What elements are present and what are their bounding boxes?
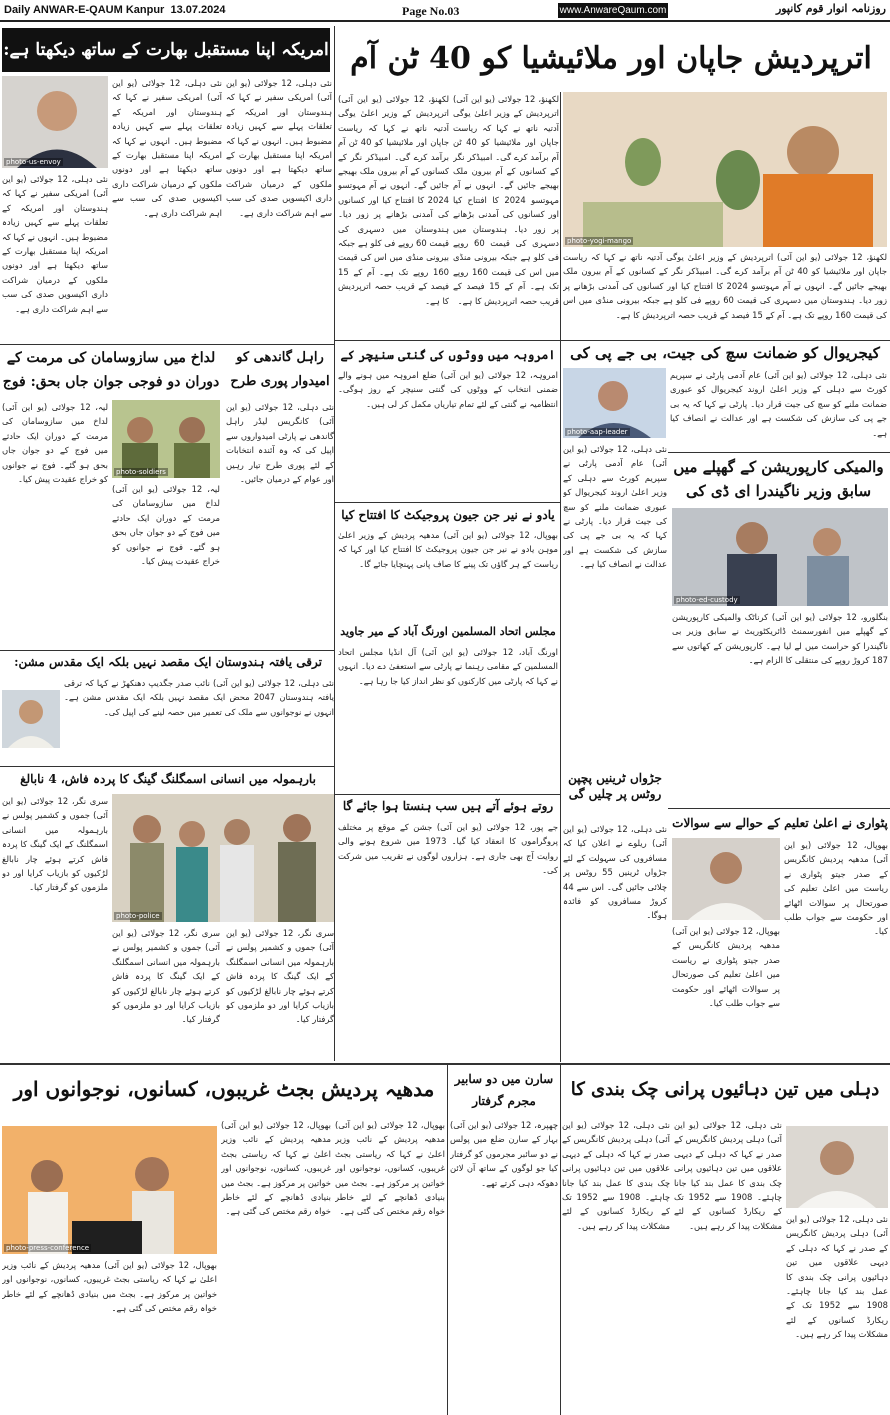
divider	[0, 766, 334, 767]
article-ladakh-body-c1: لیہ، 12 جولائی (یو این آئی) لداخ میں سازوسامان کی مرمت کے دوران ایک حادثے میں فوج کے دو جوان جاں بحق ہو گئے۔ فوج نے جوانوں کو خراج عقیدت پیش کیا۔	[2, 402, 108, 485]
article-aurangabad-body: اورنگ آباد، 12 جولائی (یو این آئی) آل انڈیا مجلس اتحاد المسلمین کے مقامی رہنما نے پارٹی سے استعفیٰ دے دیا۔ انہوں نے کہا کہ پارٹی میں کارکنوں کو نظر انداز کیا جا رہا ہے۔	[338, 647, 558, 686]
divider	[447, 1065, 448, 1415]
article-patwari-body-c2: بھوپال، 12 جولائی (یو این آئی) مدھیہ پردیش کانگریس کے صدر جیتو پٹواری نے ریاست میں اعلیٰ تعلیم کی صورتحال پر سوالات اٹھائے اور حکومت سے جواب طلب کیا۔	[672, 926, 780, 1009]
article-us-envoy-body-c1: نئی دہلی، 12 جولائی (یو این آئی) امریکی سفیر نے کہا کہ ہندوستان اور امریکہ کے تعلقات پہلے سے کہیں زیادہ مضبوط ہیں۔ انہوں نے کہا کہ امریکہ اپنا مستقبل بھارت کے ساتھ دیکھتا ہے اور دونوں ملکوں کے درمیان شراکت داری اکیسویں صدی کی سب سے اہم شراکت داری ہے۔	[112, 78, 222, 218]
photo-us-envoy: photo-us-envoy	[2, 76, 108, 168]
article-us-envoy-body-c3: نئی دہلی، 12 جولائی (یو این آئی) امریکی سفیر نے کہا کہ ہندوستان اور امریکہ کے تعلقات پہلے سے کہیں زیادہ مضبوط ہیں۔ انہوں نے کہا کہ امریکہ اپنا مستقبل بھارت کے ساتھ دیکھتا ہے اور دونوں ملکوں کے درمیان شراکت داری اکیسویں صدی کی سب سے اہم شراکت داری ہے۔	[2, 174, 108, 314]
divider	[560, 1065, 561, 1415]
article-kejriwal-body-c1: نئی دہلی، 12 جولائی (یو این آئی) عام آدمی پارٹی نے سپریم کورٹ سے دہلی کے وزیر اعلیٰ اروند کیجریوال کو عبوری ضمانت ملنے کو سچ کی جیت قرار دیا۔ پارٹی نے کہا کہ یہ بی جے پی کی سازش کی شکست ہے اور عدالت نے انصاف کیا ہے۔	[670, 370, 887, 438]
photo-patwari	[672, 838, 780, 920]
photo-dhankhar	[2, 690, 60, 748]
headline-up-mango: اترپردیش جاپان اور ملائیشیا کو 40 ٹن آم	[350, 41, 872, 76]
divider	[334, 26, 335, 1061]
article-delhi-body-c3: نئی دہلی، 12 جولائی (یو این آئی) دہلی پردیش کانگریس کے صدر نے کہا کہ دہلی کے دیہی علاقوں میں تین دہائیوں پرانی چک بندی کا عمل بند کیا جانا چاہئے۔ 1908 سے 1952 تک کے ریکارڈ کسانوں کے لئے مشکلات پیدا کر رہے ہیں۔	[562, 1120, 670, 1231]
headline-amroha: امروہہ میں ووٹوں کی گنتی سنیچر کے	[340, 348, 556, 362]
article-mp-budget-body-c1: بھوپال، 12 جولائی (یو این آئی) مدھیہ پردیش کے نائب وزیر اعلیٰ نے کہا کہ ریاستی بجٹ غریبوں، کسانوں، نوجوانوں اور خواتین پر مرکوز ہے۔ بجٹ میں بنیادی ڈھانچے کے لئے خاطر خواہ رقم مختص کی گئی ہے۔	[2, 1260, 217, 1314]
article-viksit-body: نئی دہلی، 12 جولائی (یو این آئی) نائب صدر جگدیپ دھنکھڑ نے کہا کہ ترقی یافتہ ہندوستان 2047 محض ایک مقصد نہیں بلکہ ایک مقدس مشن ہے۔ انہوں نے نوجوانوں سے ملک کی تعمیر میں حصہ لینے کی اپیل کی۔	[64, 678, 334, 717]
paper-name: Daily ANWAR-E-QAUM Kanpur 13.07.2024	[4, 4, 226, 16]
headline-trains: جڑواں ٹرینیں پچپن روٹس پر چلیں گی	[568, 771, 662, 801]
headline-viksit: ترقی یافتہ ہندوستان ایک مقصد نہیں بلکہ ایک مقدس مشن:	[14, 655, 322, 669]
headline-aurangabad: مجلس اتحاد المسلمین اورنگ آباد کے میر جاوید	[340, 625, 556, 638]
headline-ladakh: لداخ میں سازوسامان کی مرمت کے دوران دو فوجی جوان جاں بحق: فوج	[2, 350, 220, 390]
article-routes-body: جے پور، 12 جولائی (یو این آئی) جشن کے موقع پر مختلف پروگراموں کا انعقاد کیا گیا۔ 1973 میں شروع ہونے والی روایت آج بھی جاری ہے۔ ہزاروں لوگوں نے تقریب میں شرکت کی۔	[338, 822, 558, 876]
article-delhi-body-c1: نئی دہلی، 12 جولائی (یو این آئی) دہلی پردیش کانگریس کے صدر نے کہا کہ دہلی کے دیہی علاقوں میں تین دہائیوں پرانی چک بندی کا عمل بند کیا جانا چاہئے۔ 1908 سے 1952 تک کے ریکارڈ کسانوں کے لئے مشکلات پیدا کر رہے ہیں۔	[786, 1214, 888, 1340]
article-rahul-body: نئی دہلی، 12 جولائی (یو این آئی) کانگریس لیڈر راہل گاندھی نے پارٹی امیدواروں سے اپیل کی کہ وہ آئندہ انتخابات کے لئے پوری طرح تیار رہیں اور عوام کے درمیان جائیں۔	[226, 402, 334, 485]
article-valmiki-body: بنگلورو، 12 جولائی (یو این آئی) کرناٹک والمیکی کارپوریشن کے گھپلے میں انفورسمنٹ ڈائریکٹوریٹ نے سابق وزیر بی ناگیندرا کو حراست میں لے لیا ہے۔ کارپوریشن کے کھاتوں سے 187 کروڑ روپے کی منتقلی کا الزام ہے۔	[672, 612, 888, 666]
article-mp-budget-body-c3: بھوپال، 12 جولائی (یو این آئی) مدھیہ پردیش کے نائب وزیر اعلیٰ نے کہا کہ ریاستی بجٹ غریبوں، کسانوں، نوجوانوں اور خواتین پر مرکوز ہے۔ بجٹ میں بنیادی ڈھانچے کے لئے خاطر خواہ رقم مختص کی گئی ہے۔	[335, 1120, 445, 1217]
article-amroha-body: امروہہ، 12 جولائی (یو این آئی) ضلع امروہہ میں ہونے والے ضمنی انتخاب کے ووٹوں کی گنتی سنیچر کے روز ہوگی۔ انتظامیہ نے گنتی کے لئے تمام تیاریاں مکمل کر لی ہیں۔	[338, 370, 558, 409]
headline-us-envoy: امریکہ اپنا مستقبل بھارت کے ساتھ دیکھتا ہے:	[2, 28, 330, 72]
article-jeevan-body: بھوپال، 12 جولائی (یو این آئی) مدھیہ پردیش کے وزیر اعلیٰ موہن یادو نے نیر جن جیون پروجیکٹ کا افتتاح کیا اور کہا کہ ریاست کے ہر گاؤں تک پینے کا صاف پانی پہنچایا جائے گا۔	[338, 530, 558, 569]
article-patwari-body-c1: بھوپال، 12 جولائی (یو این آئی) مدھیہ پردیش کانگریس کے صدر جیتو پٹواری نے ریاست میں اعلیٰ تعلیم کی صورتحال پر سوالات اٹھائے اور حکومت سے جواب طلب کیا۔	[784, 840, 888, 937]
divider	[335, 340, 560, 341]
article-up-mango-body-right: لکھنؤ، 12 جولائی (یو این آئی) اترپردیش کے وزیر اعلیٰ یوگی آدتیہ ناتھ نے کہا کہ ریاست جاپان اور ملائیشیا کو 40 ٹن آم برآمد کرے گی۔ امبیڈکر نگر کے کسانوں کے آم بیرون ملک بھیجے جائیں گے۔ انہوں نے آم مہوتسو 2024 کا افتتاح کیا اور کسانوں کی آمدنی بڑھانے پر زور دیا۔ ہندوستان میں دسہری کی قیمت 60 روپے فی کلو ہے جبکہ بیرونی منڈی میں اس کی قیمت 160 روپے تک ہے۔ آم کے 15 فیصد کے قریب حصہ اترپردیش کا ہے۔	[563, 252, 887, 320]
headline-rahul: راہل گاندھی کو امیدوار پوری طرح	[230, 350, 330, 389]
photo-yogi-mango: photo-yogi-mango	[563, 92, 887, 247]
headline-saran: سارن میں دو سابیر مجرم گرفتار	[454, 1072, 554, 1108]
article-kejriwal-body-c2: نئی دہلی، 12 جولائی (یو این آئی) عام آدمی پارٹی نے سپریم کورٹ سے دہلی کے وزیر اعلیٰ اروند کیجریوال کو عبوری ضمانت ملنے کو سچ کی جیت قرار دیا۔ پارٹی نے کہا کہ یہ بی جے پی کی سازش کی شکست ہے اور عدالت نے انصاف کیا ہے۔	[563, 444, 667, 570]
page-header	[0, 0, 890, 22]
photo-aap-leader: photo-aap-leader	[563, 368, 666, 438]
article-baramulla-body-c3: سری نگر، 12 جولائی (یو این آئی) جموں و کشمیر پولس نے بارہمولہ میں انسانی اسمگلنگ کے ایک گینگ کا پردہ فاش کرتے ہوئے چار نابالغ لڑکیوں کو بازیاب کرایا اور دو ملزموں کو گرفتار کیا۔	[226, 928, 334, 1025]
headline-baramulla: بارہمولہ میں انسانی اسمگلنگ گینگ کا پردہ فاش، 4 نابالغ	[20, 772, 316, 786]
article-up-mango-body-c2: لکھنؤ، 12 جولائی (یو این آئی) اترپردیش کے وزیر اعلیٰ یوگی آدتیہ ناتھ نے کہا کہ ریاست جاپان اور ملائیشیا کو 40 ٹن آم برآمد کرے گی۔ امبیڈکر نگر کے کسانوں کے آم بیرون ملک بھیجے جائیں گے۔ انہوں نے آم مہوتسو 2024 کا افتتاح کیا اور کسانوں کی آمدنی بڑھانے پر زور دیا۔ ہندوستان میں دسہری کی قیمت 60 روپے فی کلو ہے جبکہ بیرونی منڈی میں اس کی قیمت 160 روپے تک ہے۔ آم کے 15 فیصد کے قریب حصہ اترپردیش کا ہے۔	[453, 94, 559, 306]
article-mp-budget-body-c2: بھوپال، 12 جولائی (یو این آئی) مدھیہ پردیش کے نائب وزیر اعلیٰ نے کہا کہ ریاستی بجٹ غریبوں، کسانوں، نوجوانوں اور خواتین پر مرکوز ہے۔ بجٹ میں بنیادی ڈھانچے کے لئے خاطر خواہ رقم مختص کی گئی ہے۔	[221, 1120, 331, 1217]
photo-congress-leader	[786, 1126, 888, 1208]
photo-soldiers: photo-soldiers	[112, 400, 220, 478]
masthead: روزنامہ انوار قوم کانپور	[775, 2, 886, 15]
headline-mp-budget: مدھیہ پردیش بجٹ غریبوں، کسانوں، نوجوانوں اور	[13, 1077, 435, 1101]
photo-ed-custody: photo-ed-custody	[672, 508, 888, 606]
article-us-envoy-body-c2: نئی دہلی، 12 جولائی (یو این آئی) امریکی سفیر نے کہا کہ ہندوستان اور امریکہ کے تعلقات پہلے سے کہیں زیادہ مضبوط ہیں۔ انہوں نے کہا کہ امریکہ اپنا مستقبل بھارت کے ساتھ دیکھتا ہے اور دونوں ملکوں کے درمیان شراکت داری اکیسویں صدی کی سب سے اہم شراکت داری ہے۔	[226, 78, 332, 218]
headline-kejriwal: کیجریوال کو ضمانت سچ کی جیت، بی جے پی کی	[570, 344, 880, 362]
article-baramulla-body-c2: سری نگر، 12 جولائی (یو این آئی) جموں و کشمیر پولس نے بارہمولہ میں انسانی اسمگلنگ کے ایک گینگ کا پردہ فاش کرتے ہوئے چار نابالغ لڑکیوں کو بازیاب کرایا اور دو ملزموں کو گرفتار کیا۔	[112, 928, 220, 1025]
website-link[interactable]: www.AnwareQaum.com	[559, 5, 667, 16]
headline-routes: روتے ہوئے آتے ہیں سب ہنستا ہوا جائے گا	[342, 799, 554, 813]
article-delhi-body-c2: نئی دہلی، 12 جولائی (یو این آئی) دہلی پردیش کانگریس کے صدر نے کہا کہ دہلی کے دیہی علاقوں میں تین دہائیوں پرانی چک بندی کا عمل بند کیا جانا چاہئے۔ 1908 سے 1952 تک کے ریکارڈ کسانوں کے لئے مشکلات پیدا کر رہے ہیں۔	[674, 1120, 782, 1231]
headline-valmiki: والمیکی کارپوریشن کے گھپلے میں سابق وزیر ناگیندرا ای ڈی کی	[673, 458, 884, 500]
headline-delhi-chowk: دہلی میں تین دہائیوں پرانی چک بندی کا	[570, 1079, 880, 1100]
divider	[668, 452, 890, 453]
divider	[560, 340, 890, 341]
article-trains-body: نئی دہلی، 12 جولائی (یو این آئی) ریلوے نے اعلان کیا کہ مسافروں کی سہولت کے لئے جڑواں ٹرینیں 55 روٹس پر چلائی جائیں گی۔ اس سے 44 کروڑ مسافروں کو فائدہ ہوگا۔	[563, 824, 667, 921]
divider	[0, 1063, 890, 1065]
divider	[668, 808, 890, 809]
divider	[335, 502, 560, 503]
photo-press-conference: photo-press-conference	[2, 1126, 217, 1254]
divider	[335, 794, 560, 795]
article-saran-body: چھپرہ، 12 جولائی (یو این آئی) بہار کے سارن ضلع میں پولس نے دو سائبر مجرموں کو گرفتار کیا جو لوگوں کے ساتھ آن لائن دھوکہ دہی کرتے تھے۔	[450, 1120, 558, 1188]
divider	[0, 344, 334, 345]
photo-police: photo-police	[112, 794, 334, 922]
divider	[560, 92, 561, 1062]
page-number: Page No.03	[402, 4, 460, 18]
divider	[0, 650, 334, 651]
headline-patwari: پٹواری نے اعلیٰ تعلیم کے حوالے سے سوالات	[672, 816, 888, 830]
article-baramulla-body-c1: سری نگر، 12 جولائی (یو این آئی) جموں و کشمیر پولس نے بارہمولہ میں انسانی اسمگلنگ کے ایک گینگ کا پردہ فاش کرتے ہوئے چار نابالغ لڑکیوں کو بازیاب کرایا اور دو ملزموں کو گرفتار کیا۔	[2, 796, 108, 893]
article-ladakh-body-c2: لیہ، 12 جولائی (یو این آئی) لداخ میں سازوسامان کی مرمت کے دوران ایک حادثے میں فوج کے دو جوان جاں بحق ہو گئے۔ فوج نے جوانوں کو خراج عقیدت پیش کیا۔	[112, 484, 220, 567]
article-up-mango-body-c3: لکھنؤ، 12 جولائی (یو این آئی) اترپردیش کے وزیر اعلیٰ یوگی آدتیہ ناتھ نے کہا کہ ریاست جاپان اور ملائیشیا کو 40 ٹن آم برآمد کرے گی۔ امبیڈکر نگر کے کسانوں کے آم بیرون ملک بھیجے جائیں گے۔ انہوں نے آم مہوتسو 2024 کا افتتاح کیا اور کسانوں کی آمدنی بڑھانے پر زور دیا۔ ہندوستان میں دسہری کی قیمت 60 روپے فی کلو ہے جبکہ بیرونی منڈی میں اس کی قیمت 160 روپے تک ہے۔ آم کے 15 فیصد کے قریب حصہ اترپردیش کا ہے۔	[338, 94, 449, 306]
headline-jeevan: یادو نے نیر جن جیون پروجیکٹ کا افتتاح کیا	[341, 508, 555, 522]
